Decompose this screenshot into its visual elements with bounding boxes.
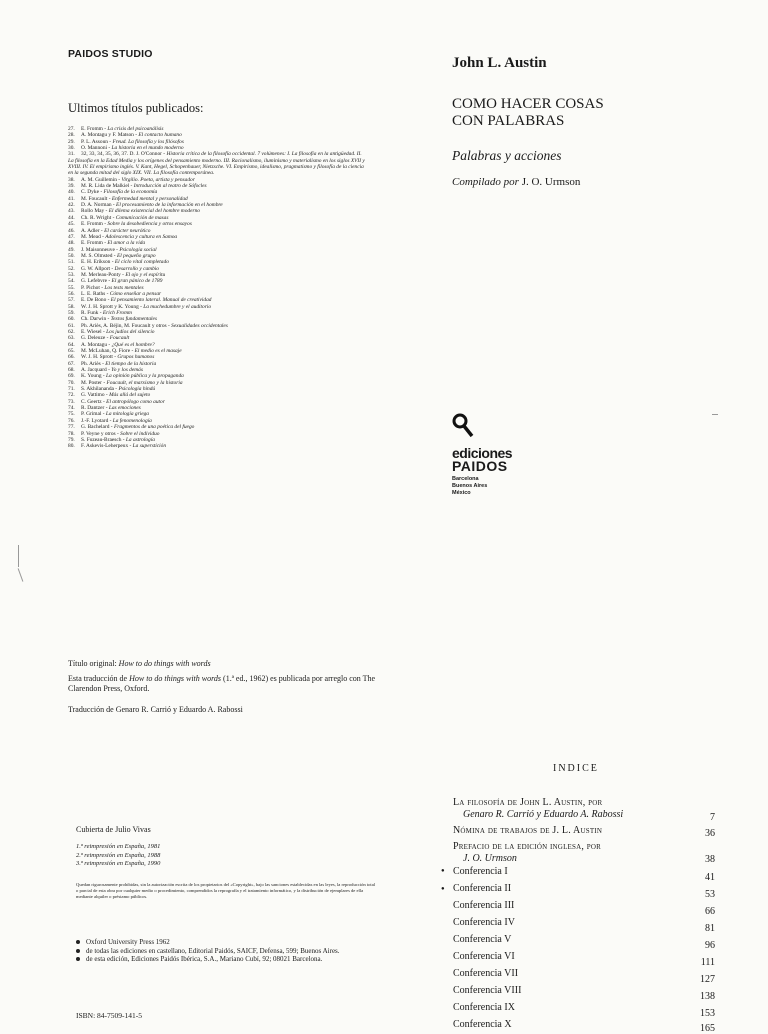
book-author: A. Jacquard - xyxy=(81,367,112,374)
book-title: Las emociones xyxy=(108,405,141,412)
book-title: Introducción al teatro de Sófocles xyxy=(133,183,207,190)
book-number: 56. xyxy=(68,290,75,297)
book-title: El medio es el masaje xyxy=(134,348,182,355)
book-number: 65. xyxy=(68,348,75,355)
copyright-item: de todas las ediciones en castellano, Editorial Paidós, SAICF, Defensa, 599; Buenos Aires. xyxy=(76,947,340,956)
translators-credit: Traducción de Genaro R. Carrió y Eduardo A. Rabossi xyxy=(68,705,243,714)
book-author: P. Grimal - xyxy=(81,411,106,418)
toc-entry-subtitle: Genaro R. Carrió y Eduardo A. Rabossi xyxy=(463,809,624,820)
book-author: E. H. Erikson - xyxy=(81,259,115,266)
toc-entry-subtitle: J. O. Urmson xyxy=(463,853,517,864)
book-author: Rollo May - xyxy=(81,208,109,215)
toc-page-number: 41 xyxy=(705,872,715,883)
book-title: Adolescencia y cultura en Samoa xyxy=(105,233,178,240)
book-author: Ph. Ariès, A. Béjin, M. Foucault y otros - xyxy=(81,322,172,329)
book-number: 52. xyxy=(68,265,75,272)
book-author: Ch. R. Wright - xyxy=(81,214,116,221)
compiled-by xyxy=(452,176,580,188)
book-title: Cómo enseñar a pensar xyxy=(109,290,162,297)
book-author: E. Fromm - xyxy=(81,221,108,228)
table-of-contents xyxy=(441,797,715,1034)
copyright-symbol-icon xyxy=(76,940,80,944)
book-title: El dilema existencial del hombre moderno xyxy=(108,208,200,215)
book-author: E. Fromm - xyxy=(81,126,108,132)
book-author: Ph. Ariès - xyxy=(81,360,106,367)
toc-entry[interactable] xyxy=(453,823,715,839)
toc-page-number: 96 xyxy=(705,940,715,951)
book-number: 45. xyxy=(68,221,75,228)
book-number: 44. xyxy=(68,214,75,221)
toc-page-number: 66 xyxy=(705,906,715,917)
toc-page-number: 138 xyxy=(700,991,715,1002)
compiled-by-label: Compilado por xyxy=(452,176,519,188)
book-number: 53. xyxy=(68,271,75,278)
copyright-symbol-icon xyxy=(76,949,80,953)
book-number: 63. xyxy=(68,335,75,342)
toc-entry-title: Conferencia III xyxy=(453,900,515,911)
magnifier-logo-icon xyxy=(452,412,474,438)
book-number: 60. xyxy=(68,316,75,323)
book-number: 77. xyxy=(68,424,75,431)
translation-note-title: How to do things with words xyxy=(129,674,222,683)
book-author: G. Vattimo - xyxy=(81,392,110,399)
toc-entry[interactable] xyxy=(453,917,715,934)
book-author: S. Fuzeau-Braesch - xyxy=(81,436,126,443)
toc-entry-title: Conferencia VI xyxy=(453,951,515,962)
book-author: W. J. H. Sprott y K. Young - xyxy=(81,303,144,310)
book-number: 27. xyxy=(68,126,75,132)
book-title: Sobre la desobediencia y otros ensayos xyxy=(107,221,192,228)
book-author: E. De Bono - xyxy=(81,297,111,304)
book-title-line1: COMO HACER COSAS xyxy=(452,96,604,112)
publisher-city: Buenos Aires xyxy=(452,483,488,489)
publisher-name-line2: PAIDOS xyxy=(452,458,508,474)
copyright-symbol-icon xyxy=(76,957,80,961)
reprint-item: 3.ª reimpresión en España, 1990 xyxy=(76,860,161,867)
toc-entry[interactable] xyxy=(441,865,715,883)
translation-note-part2: (1.ª ed., 1962) es publicada por arreglo con The Clarendon Press, Oxford. xyxy=(68,674,376,693)
toc-entry-title: La filosofía de John L. Austin, por xyxy=(453,797,603,808)
reprint-list xyxy=(76,843,160,869)
book-author: L. E. Raths - xyxy=(81,290,110,297)
book-author: G. W. Allport - xyxy=(81,265,115,272)
book-author: P. L. Assoun - xyxy=(81,138,113,145)
scan-mark xyxy=(712,414,718,415)
book-number: 64. xyxy=(68,341,75,348)
book-author: Ch. Darwin - xyxy=(81,316,111,323)
book-author: M. Mead - xyxy=(81,233,106,240)
toc-entry-title: Conferencia VIII xyxy=(453,985,522,996)
compiled-by-name: J. O. Urmson xyxy=(521,176,581,188)
toc-page-number: 127 xyxy=(700,974,715,985)
book-number: 74. xyxy=(68,405,75,412)
book-number: 69. xyxy=(68,373,75,380)
book-title: Los tests mentales xyxy=(104,284,144,291)
toc-entry[interactable] xyxy=(453,985,715,1002)
book-author: G. Bachelard - xyxy=(81,424,114,431)
publisher-city: México xyxy=(452,490,471,496)
book-title: Fragmentos de una poética del fuego xyxy=(113,424,195,431)
copyright-item: Oxford University Press 1962 xyxy=(76,938,340,947)
book-title: Psicología social xyxy=(119,246,157,253)
original-title xyxy=(68,659,211,668)
book-list-item xyxy=(68,151,368,176)
book-author: K. Young - xyxy=(81,373,107,380)
series-label: PAIDOS STUDIO xyxy=(68,48,153,60)
toc-entry[interactable] xyxy=(453,968,715,985)
book-title: El carácter neurótico xyxy=(104,227,151,234)
book-author: O. Mannoni - xyxy=(81,145,112,152)
book-title: El ciclo vital completado xyxy=(114,259,169,266)
book-author: C. Geertz - xyxy=(81,398,107,405)
toc-entry-title: Nómina de trabajos de J. L. Austin xyxy=(453,825,603,836)
book-title-line2: CON PALABRAS xyxy=(452,113,565,129)
book-title: Los judíos del silencio xyxy=(106,329,155,335)
toc-entry[interactable] xyxy=(453,1002,715,1019)
book-title: Sobre el individuo xyxy=(120,430,160,437)
toc-entry[interactable] xyxy=(453,839,715,865)
toc-page-number: 111 xyxy=(700,957,715,968)
book-number: 31. xyxy=(68,151,75,158)
book-title: El tiempo de la historia xyxy=(105,360,157,367)
book-title: Foucault, el marxismo y la historia xyxy=(106,379,183,386)
toc-entry[interactable] xyxy=(453,900,715,917)
book-title: El pequeño grupo xyxy=(116,252,156,259)
toc-entry-title: Conferencia VII xyxy=(453,968,519,979)
book-author: C. Dyke - xyxy=(81,189,104,196)
book-title: Freud. La filosofía y los filósofos xyxy=(112,138,184,145)
toc-entry-title: Conferencia IX xyxy=(453,1002,515,1013)
book-number: 49. xyxy=(68,246,75,253)
toc-page-number: 153 xyxy=(700,1008,715,1019)
book-title: La mitología griega xyxy=(105,411,149,418)
book-number: 50. xyxy=(68,252,75,259)
book-author: E. Wiesel - xyxy=(81,329,107,335)
book-number: 46. xyxy=(68,227,75,234)
book-number: 68. xyxy=(68,367,75,374)
copyright-item: de esta edición, Ediciones Paidós Ibérica, S.A., Mariano Cubí, 92; 08021 Barcelona. xyxy=(76,955,340,964)
book-number: 54. xyxy=(68,278,75,285)
book-title: El gran pánico de 1789 xyxy=(111,278,163,285)
toc-page-number: 38 xyxy=(705,854,715,865)
book-title xyxy=(452,96,604,130)
book-title: Grupos humanos xyxy=(117,354,155,361)
reprint-item: 2.ª reimpresión en España, 1988 xyxy=(76,851,161,859)
toc-entry-title: Conferencia II xyxy=(453,883,512,894)
book-title: La astrología xyxy=(125,436,155,443)
book-title: El contacto humano xyxy=(138,132,182,139)
toc-page-number: 36 xyxy=(705,828,715,839)
book-number: 72. xyxy=(68,392,75,399)
book-number: 51. xyxy=(68,259,75,266)
toc-entry-title: Prefacio de la edición inglesa, por xyxy=(453,841,601,852)
book-author: J.-F. Lyotard - xyxy=(81,417,113,424)
book-author: M. S. Olmsted - xyxy=(81,252,117,259)
book-author: G. Deleuze - xyxy=(81,335,110,342)
toc-entry-title: Conferencia I xyxy=(453,866,508,877)
book-author: R. Funk - xyxy=(81,309,103,316)
book-author: M. McLuhan, Q. Fiore - xyxy=(81,348,135,355)
bullet-icon: ● xyxy=(441,886,445,892)
book-number: 71. xyxy=(68,386,75,393)
toc-page-number: 165 xyxy=(700,1023,715,1034)
book-author: M. Merleau-Ponty - xyxy=(81,271,126,278)
book-author: F. Askevis-Leherpeux - xyxy=(81,443,133,450)
original-title-value: How to do things with words xyxy=(118,659,211,668)
toc-page-number: 53 xyxy=(705,889,715,900)
book-number: 73. xyxy=(68,398,75,405)
recent-titles-heading: Ultimos títulos publicados: xyxy=(68,101,204,115)
book-title: El amor a la vida xyxy=(107,240,146,247)
book-number: 70. xyxy=(68,379,75,386)
book-number: 79. xyxy=(68,436,75,443)
index-heading: INDICE xyxy=(553,763,599,774)
toc-entry-title: Conferencia X xyxy=(453,1019,512,1030)
book-title: Sexualidades occidentales xyxy=(171,322,228,329)
book-author: M. Foucault - xyxy=(81,195,112,202)
rights-notice: Quedan rigurosamente prohibidas, sin la autorización escrita de los propietarios del «Copyright», bajo las sanciones establecidas en las leyes, la reproducción total o parcial de esta obra por cualquier medio o procedimiento, comprendidos la reprografía y el tratamiento informático, y la distribución de ejemplares de ella mediante alquiler o préstamo públicos. xyxy=(76,882,376,899)
book-number: 62. xyxy=(68,329,75,335)
book-author: R. Dantzer - xyxy=(81,405,109,412)
copyright-list xyxy=(76,938,340,964)
book-number: 29. xyxy=(68,138,75,145)
book-author: E. Fromm - xyxy=(81,240,108,247)
book-author: A. Montagu - xyxy=(81,341,112,348)
toc-entry[interactable] xyxy=(453,934,715,951)
book-title: Erich Fromm xyxy=(102,309,132,316)
book-title: El pensamiento lateral. Manual de creatividad xyxy=(110,297,212,304)
book-author: P. Veyne y otros - xyxy=(81,430,121,437)
book-list xyxy=(68,126,368,450)
toc-page-number: 81 xyxy=(705,923,715,934)
book-author: J. Maisonneuve - xyxy=(81,246,120,253)
book-list-item xyxy=(68,443,368,449)
book-number: 47. xyxy=(68,233,75,240)
toc-entry-title: Conferencia V xyxy=(453,934,512,945)
book-number: 66. xyxy=(68,354,75,361)
book-author: M. Poster - xyxy=(81,379,107,386)
book-number: 80. xyxy=(68,443,75,450)
book-title: Enfermedad mental y personalidad xyxy=(111,195,188,202)
book-title: Más allá del sujeto xyxy=(109,392,151,399)
book-number: 40. xyxy=(68,189,75,196)
book-number: 57. xyxy=(68,297,75,304)
book-number: 75. xyxy=(68,411,75,418)
book-title: El ojo y el espíritu xyxy=(125,271,166,278)
book-number: 78. xyxy=(68,430,75,437)
translation-note-part1: Esta traducción de xyxy=(68,674,128,683)
book-title: Virgilio. Poeta, artista y pensador xyxy=(121,176,195,183)
scan-mark xyxy=(18,545,19,567)
author-name: John L. Austin xyxy=(452,55,547,71)
book-title: El antropólogo como autor xyxy=(106,398,165,405)
original-title-label: Título original: xyxy=(68,659,117,668)
book-author: A. Montagu y F. Matson - xyxy=(81,132,139,139)
book-author: D. A. Norman - xyxy=(81,202,117,209)
book-number: 30. xyxy=(68,145,75,152)
book-number: 38. xyxy=(68,176,75,183)
book-number: 48. xyxy=(68,240,75,247)
book-author: 32, 33, 34, 35, 36, 37. D. J. O'Connor - xyxy=(81,151,167,158)
isbn: ISBN: 84-7509-141-5 xyxy=(76,1011,143,1020)
cover-credit: Cubierta de Julio Vivas xyxy=(76,825,151,834)
book-title: Psicología hindú xyxy=(118,386,156,393)
book-title: Foucault xyxy=(109,335,130,342)
book-author: S. Akhilananda - xyxy=(81,386,119,393)
book-number: 67. xyxy=(68,360,75,367)
book-author: M. R. Lida de Malkiel - xyxy=(81,183,134,190)
book-subtitle: Palabras y acciones xyxy=(452,148,562,163)
book-number: 39. xyxy=(68,183,75,190)
book-author: A. M. Guillemin - xyxy=(81,176,122,183)
book-author: W. J. H. Sprott - xyxy=(81,354,118,361)
book-number: 59. xyxy=(68,309,75,316)
book-author: G. Lefebvre - xyxy=(81,278,112,285)
book-title: La fenomenología xyxy=(112,417,152,424)
translation-note xyxy=(68,674,388,694)
book-title: Comunicación de masas xyxy=(115,214,169,221)
book-author: A. Adler - xyxy=(81,227,105,234)
book-title: Filosofía de la economía xyxy=(103,189,158,196)
book-title: La superstición xyxy=(132,443,167,450)
book-number: 43. xyxy=(68,208,75,215)
book-number: 76. xyxy=(68,417,75,424)
reprint-item: 1.ª reimpresión en España, 1981 xyxy=(76,843,161,850)
publisher-city: Barcelona xyxy=(452,476,479,482)
book-title: Desarrollo y cambio xyxy=(114,265,159,272)
publisher-name-line1: ediciones xyxy=(452,445,513,461)
toc-entry-title: Conferencia IV xyxy=(453,917,515,928)
book-number: 42. xyxy=(68,202,75,209)
book-title: El procesamiento de la información en el hombre xyxy=(116,202,223,209)
book-title: Textos fundamentales xyxy=(110,316,158,323)
book-number: 28. xyxy=(68,132,75,139)
scan-mark xyxy=(18,568,24,581)
toc-entry[interactable] xyxy=(441,883,715,900)
toc-entry[interactable] xyxy=(453,797,715,823)
publisher-logo xyxy=(452,412,542,497)
book-author: P. Pichot - xyxy=(81,284,105,291)
bullet-icon: ● xyxy=(441,868,445,874)
book-title: La crisis del psicoanálisis xyxy=(107,126,164,132)
book-title: Historia crítica de la filosofía occidental. 7 volúmenes: I. La filosofía en la antigüedad. II. La filosofía en la Edad Media y los orígenes del pensamiento moderno. III. Racionalismo, iluminismo y materialismo en los siglos XVII y XVIII. IV. El empirismo inglés. V. Kant, Hegel, Schopenhauer, Nietzsche. VI. Empirismo, idealismo, pragmatismo y filosofía de la ciencia en la segunda mitad del siglo XIX. VII. La filosofía contemporánea. xyxy=(68,151,365,177)
book-title: La muchedumbre y el auditorio xyxy=(143,303,212,310)
book-number: 41. xyxy=(68,195,75,202)
book-title: La opinión pública y la propaganda xyxy=(106,373,184,380)
book-number: 58. xyxy=(68,303,75,310)
toc-entry[interactable] xyxy=(453,951,715,968)
book-title: Yo y los demás xyxy=(111,367,143,374)
book-title: ¿Qué es el hombre? xyxy=(111,341,155,348)
book-number: 61. xyxy=(68,322,75,329)
toc-entry[interactable] xyxy=(453,1019,715,1034)
book-number: 55. xyxy=(68,284,75,291)
toc-page-number: 7 xyxy=(710,812,715,823)
book-title: La historia en el mundo moderno xyxy=(111,145,184,152)
